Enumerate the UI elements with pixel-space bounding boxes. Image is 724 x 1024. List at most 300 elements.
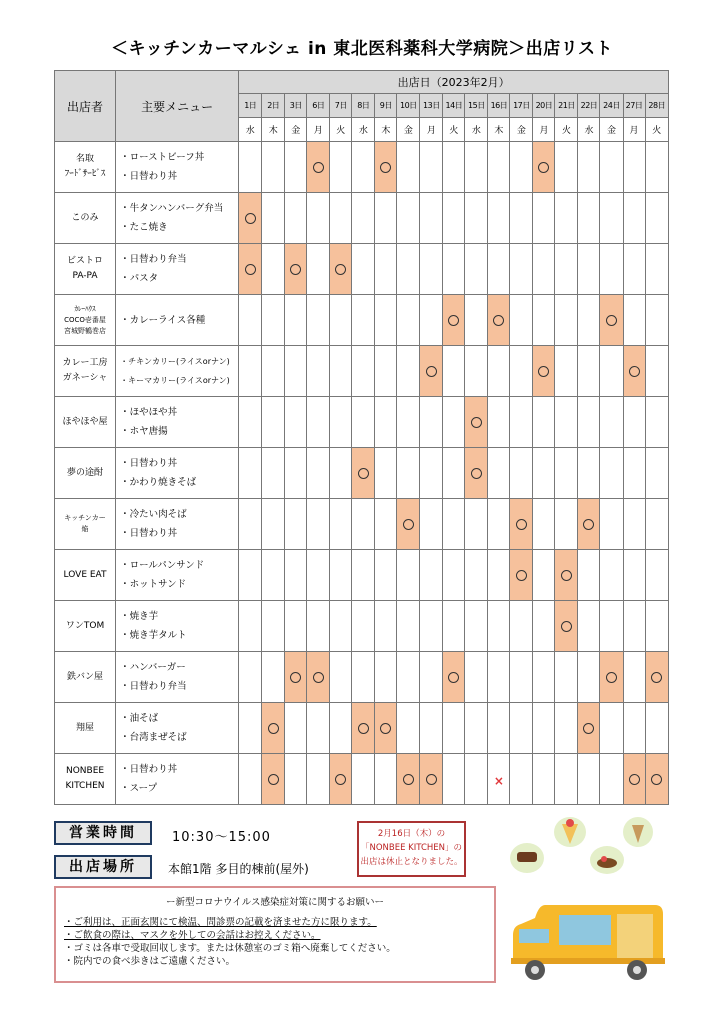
schedule-cell — [465, 142, 488, 193]
open-circle-icon — [471, 417, 482, 428]
schedule-cell — [262, 652, 285, 703]
weekday: 木 — [375, 118, 397, 142]
open-circle-icon — [516, 519, 527, 530]
vendor-name-line: ガネーシャ — [62, 373, 108, 383]
schedule-cell — [578, 193, 600, 244]
schedule-cell — [443, 550, 465, 601]
table-row — [55, 295, 669, 346]
menu-items — [116, 142, 239, 193]
schedule-cell — [443, 448, 465, 499]
day-number: 9日 — [375, 94, 397, 118]
vendor-name-line: ﾌｰﾄﾞｻｰﾋﾞｽ — [64, 169, 106, 179]
covid-rule: ・ご利用は、正面玄関にて検温、問診票の記載を済ませた方に限ります。 — [64, 917, 377, 928]
schedule-cell — [397, 295, 420, 346]
open-circle-icon — [358, 723, 369, 734]
closure-notice — [357, 821, 466, 877]
vendor-name — [55, 142, 116, 193]
schedule-cell — [488, 244, 510, 295]
table-row — [55, 754, 669, 805]
schedule-cell — [397, 499, 420, 550]
open-circle-icon — [516, 570, 527, 581]
day-number: 7日 — [330, 94, 352, 118]
menu-item: ・焼き芋 — [120, 611, 159, 622]
vendor-name — [55, 397, 116, 448]
schedule-cell — [397, 703, 420, 754]
schedule-cell — [623, 754, 645, 805]
day-number: 24日 — [600, 94, 623, 118]
schedule-cell — [443, 346, 465, 397]
schedule-cell — [578, 397, 600, 448]
vendor-name — [55, 244, 116, 295]
day-number: 2日 — [262, 94, 285, 118]
open-circle-icon — [538, 366, 549, 377]
menu-item: ・たこ焼き — [120, 222, 168, 233]
truck-body-icon — [511, 905, 665, 980]
schedule-cell — [330, 448, 352, 499]
schedule-cell — [465, 448, 488, 499]
vendor-name — [55, 295, 116, 346]
schedule-cell — [330, 142, 352, 193]
schedule-cell — [375, 295, 397, 346]
schedule-cell — [330, 754, 352, 805]
vendor-name — [55, 448, 116, 499]
schedule-cell — [510, 550, 533, 601]
schedule-cell — [330, 295, 352, 346]
schedule-cell — [600, 601, 623, 652]
schedule-cell — [352, 346, 375, 397]
schedule-cell — [420, 346, 443, 397]
schedule-cell — [510, 448, 533, 499]
schedule-cell — [239, 142, 262, 193]
schedule-cell — [488, 448, 510, 499]
schedule-cell — [443, 652, 465, 703]
weekday: 水 — [352, 118, 375, 142]
open-circle-icon — [583, 723, 594, 734]
open-circle-icon — [313, 162, 324, 173]
menu-item: ・焼き芋タルト — [120, 630, 187, 641]
schedule-cell — [443, 397, 465, 448]
schedule-cell — [578, 142, 600, 193]
schedule-cell — [465, 244, 488, 295]
schedule-cell — [352, 652, 375, 703]
vendor-name-line: NONBEE — [65, 766, 105, 776]
schedule-cell — [600, 397, 623, 448]
schedule-cell — [510, 193, 533, 244]
vendor-name-line: KITCHEN — [65, 781, 105, 791]
schedule-cell — [239, 499, 262, 550]
weekday: 金 — [600, 118, 623, 142]
schedule-cell — [533, 499, 555, 550]
schedule-cell — [307, 550, 330, 601]
schedule-cell — [623, 652, 645, 703]
schedule-cell — [262, 499, 285, 550]
schedule-cell — [555, 754, 578, 805]
schedule-cell — [330, 499, 352, 550]
open-circle-icon — [538, 162, 549, 173]
menu-item: ・パスタ — [120, 273, 159, 284]
schedule-cell — [397, 142, 420, 193]
schedule-cell — [533, 754, 555, 805]
schedule-cell — [262, 346, 285, 397]
weekday: 金 — [397, 118, 420, 142]
vendor-name-line: ｶﾚｰﾊｳｽ — [74, 304, 96, 313]
schedule-cell — [262, 754, 285, 805]
schedule-cell — [397, 346, 420, 397]
schedule-cell — [443, 703, 465, 754]
schedule-cell — [397, 193, 420, 244]
table-row — [55, 550, 669, 601]
day-number: 28日 — [645, 94, 668, 118]
schedule-cell — [262, 550, 285, 601]
schedule-cell — [645, 652, 668, 703]
menu-item: ・日替わり丼 — [120, 171, 178, 182]
weekday: 木 — [488, 118, 510, 142]
day-number: 15日 — [465, 94, 488, 118]
open-circle-icon — [493, 315, 504, 326]
schedule-cell — [555, 499, 578, 550]
menu-items — [116, 193, 239, 244]
schedule-cell — [239, 754, 262, 805]
schedule-cell — [397, 754, 420, 805]
vendor-name — [55, 193, 116, 244]
day-number: 6日 — [307, 94, 330, 118]
menu-item: ・日替わり弁当 — [120, 254, 187, 265]
menu-item: ・ローストビーフ丼 — [120, 152, 205, 163]
open-circle-icon — [335, 264, 346, 275]
open-circle-icon — [426, 774, 437, 785]
schedule-cell — [645, 703, 668, 754]
schedule-cell — [375, 244, 397, 295]
schedule-cell — [578, 448, 600, 499]
schedule-cell — [352, 295, 375, 346]
open-circle-icon — [561, 570, 572, 581]
schedule-cell — [307, 448, 330, 499]
vendor-name — [55, 652, 116, 703]
schedule-cell — [578, 499, 600, 550]
covid-rule: ・ゴミは各車で受取回収します。または休憩室のゴミ箱へ廃棄してください。 — [64, 943, 396, 954]
schedule-cell — [645, 295, 668, 346]
table-row — [55, 193, 669, 244]
schedule-cell — [420, 244, 443, 295]
vendor-column-header: 出店者 — [55, 71, 116, 142]
schedule-cell — [352, 244, 375, 295]
menu-item: ・日替わり丼 — [120, 528, 178, 539]
schedule-cell — [465, 652, 488, 703]
menu-item: ・ホヤ唐揚 — [120, 426, 168, 437]
day-number: 13日 — [420, 94, 443, 118]
menu-items — [116, 550, 239, 601]
location-label: 出店場所 — [54, 855, 152, 879]
weekday: 水 — [239, 118, 262, 142]
schedule-cell — [397, 550, 420, 601]
schedule-cell — [623, 346, 645, 397]
schedule-cell — [510, 142, 533, 193]
weekday: 火 — [645, 118, 668, 142]
schedule-cell — [307, 346, 330, 397]
schedule-cell — [285, 397, 307, 448]
weekday: 金 — [285, 118, 307, 142]
schedule-cell — [420, 193, 443, 244]
vendor-name — [55, 499, 116, 550]
menu-items — [116, 244, 239, 295]
schedule-cell — [623, 193, 645, 244]
schedule-cell — [285, 652, 307, 703]
schedule-cell — [420, 295, 443, 346]
menu-item: ・台湾まぜそば — [120, 732, 187, 743]
menu-item: ・かわり焼きそば — [120, 477, 197, 488]
dates-title: 出店日（2023年2月） — [239, 71, 669, 94]
page-title: ＜キッチンカーマルシェ in 東北医科薬科大学病院＞出店リスト — [111, 39, 613, 59]
schedule-cell — [352, 397, 375, 448]
schedule-cell — [352, 193, 375, 244]
schedule-cell — [510, 601, 533, 652]
schedule-cell — [307, 703, 330, 754]
schedule-cell — [375, 754, 397, 805]
day-number: 3日 — [285, 94, 307, 118]
open-circle-icon — [448, 672, 459, 683]
open-circle-icon — [380, 162, 391, 173]
schedule-cell — [645, 244, 668, 295]
menu-item: ・ロールパンサンド — [120, 560, 205, 571]
schedule-cell — [578, 754, 600, 805]
open-circle-icon — [268, 774, 279, 785]
schedule-cell — [352, 550, 375, 601]
menu-item: ・カレーライス各種 — [120, 314, 206, 326]
vendor-name-line: 宮城野鶴巻店 — [64, 326, 107, 335]
day-number: 14日 — [443, 94, 465, 118]
schedule-cell — [578, 244, 600, 295]
open-circle-icon — [335, 774, 346, 785]
schedule-cell — [488, 652, 510, 703]
schedule-cell — [330, 397, 352, 448]
menu-item: ・油そば — [120, 713, 159, 724]
schedule-cell — [307, 142, 330, 193]
menu-items — [116, 652, 239, 703]
hours-value: 10:30～15:00 — [172, 830, 271, 845]
schedule-cell — [510, 499, 533, 550]
menu-item: ・冷たい肉そば — [120, 509, 187, 520]
open-circle-icon — [313, 672, 324, 683]
schedule-cell — [239, 295, 262, 346]
schedule-cell — [465, 397, 488, 448]
schedule-cell — [555, 652, 578, 703]
schedule-cell — [262, 397, 285, 448]
schedule-cell — [420, 754, 443, 805]
schedule-cell — [285, 193, 307, 244]
schedule-cell — [578, 295, 600, 346]
table-row — [55, 601, 669, 652]
schedule-cell — [533, 193, 555, 244]
schedule-cell — [488, 193, 510, 244]
schedule-cell — [645, 754, 668, 805]
schedule-cell — [262, 142, 285, 193]
schedule-cell — [578, 346, 600, 397]
schedule-cell — [239, 703, 262, 754]
schedule-cell — [465, 703, 488, 754]
schedule-cell — [307, 601, 330, 652]
schedule-cell — [420, 448, 443, 499]
schedule-cell — [352, 142, 375, 193]
schedule-cell — [488, 601, 510, 652]
schedule-cell — [465, 193, 488, 244]
vendor-name-line: カレー工房 — [62, 358, 108, 368]
menu-item: ・牛タンハンバーグ弁当 — [120, 203, 224, 214]
vendor-name — [55, 346, 116, 397]
schedule-cell — [397, 652, 420, 703]
schedule-cell — [600, 754, 623, 805]
schedule-cell — [307, 499, 330, 550]
open-circle-icon — [290, 264, 301, 275]
weekday: 月 — [420, 118, 443, 142]
menu-items — [116, 397, 239, 448]
open-circle-icon — [606, 672, 617, 683]
vendor-name — [55, 550, 116, 601]
schedule-cell — [533, 448, 555, 499]
menu-items — [116, 601, 239, 652]
schedule-cell — [533, 601, 555, 652]
menu-items — [116, 703, 239, 754]
open-circle-icon — [561, 621, 572, 632]
vendor-name-line: 翔屋 — [76, 722, 95, 733]
weekday: 火 — [443, 118, 465, 142]
open-circle-icon — [403, 519, 414, 530]
schedule-cell — [578, 550, 600, 601]
schedule-cell — [623, 244, 645, 295]
schedule-cell — [533, 397, 555, 448]
covid-notice — [54, 886, 496, 983]
schedule-cell — [375, 652, 397, 703]
open-circle-icon — [245, 264, 256, 275]
schedule-cell — [352, 601, 375, 652]
schedule-cell — [397, 397, 420, 448]
vendor-name — [55, 601, 116, 652]
schedule-cell — [578, 601, 600, 652]
menu-item: ・チキンカリー(ライスorナン) — [120, 357, 230, 366]
day-number: 16日 — [488, 94, 510, 118]
open-circle-icon — [651, 774, 662, 785]
open-circle-icon — [245, 213, 256, 224]
schedule-cell — [600, 652, 623, 703]
vendor-name-line: ほやほや屋 — [62, 416, 108, 427]
schedule-cell — [307, 397, 330, 448]
schedule-cell — [239, 346, 262, 397]
schedule-cell — [578, 703, 600, 754]
schedule-cell — [600, 550, 623, 601]
schedule-cell — [533, 550, 555, 601]
schedule-cell — [420, 652, 443, 703]
schedule-cell — [262, 703, 285, 754]
schedule-cell — [375, 601, 397, 652]
schedule-cell — [239, 193, 262, 244]
vendor-name-line: 名取 — [76, 154, 95, 164]
notice-line: 「NONBEE KITCHEN」の — [360, 843, 462, 853]
schedule-cell — [555, 550, 578, 601]
schedule-cell — [465, 295, 488, 346]
schedule-cell — [262, 244, 285, 295]
day-number: 21日 — [555, 94, 578, 118]
schedule-cell — [375, 499, 397, 550]
schedule-cell — [352, 499, 375, 550]
schedule-cell — [443, 193, 465, 244]
schedule-cell — [239, 244, 262, 295]
table-row — [55, 652, 669, 703]
schedule-cell — [465, 754, 488, 805]
menu-items — [116, 346, 239, 397]
schedule-cell — [488, 550, 510, 601]
schedule-cell — [285, 499, 307, 550]
schedule-cell — [330, 652, 352, 703]
day-number: 20日 — [533, 94, 555, 118]
schedule-cell — [488, 295, 510, 346]
schedule-cell — [600, 142, 623, 193]
notice-line: 出店は休止となりました。 — [360, 857, 463, 867]
schedule-cell — [443, 244, 465, 295]
schedule-cell — [285, 601, 307, 652]
open-circle-icon — [629, 774, 640, 785]
vendor-name-line: 鉄バン屋 — [67, 671, 104, 682]
schedule-cell — [330, 193, 352, 244]
schedule-cell — [285, 142, 307, 193]
schedule-cell — [443, 499, 465, 550]
schedule-cell — [239, 601, 262, 652]
weekday: 月 — [307, 118, 330, 142]
schedule-cell — [375, 142, 397, 193]
schedule-cell — [645, 142, 668, 193]
table-row — [55, 142, 669, 193]
schedule-cell — [239, 397, 262, 448]
schedule-cell — [420, 397, 443, 448]
covid-title: ー新型コロナウイルス感染症対策に関するお願いー — [166, 897, 384, 908]
schedule-cell — [533, 346, 555, 397]
schedule-cell — [420, 601, 443, 652]
schedule-cell — [645, 193, 668, 244]
schedule-cell — [285, 244, 307, 295]
schedule-cell — [533, 244, 555, 295]
schedule-cell — [352, 448, 375, 499]
schedule-cell — [555, 142, 578, 193]
day-number: 1日 — [239, 94, 262, 118]
schedule-cell — [465, 601, 488, 652]
schedule-cell — [465, 550, 488, 601]
day-number: 10日 — [397, 94, 420, 118]
schedule-cell — [533, 142, 555, 193]
day-number: 8日 — [352, 94, 375, 118]
schedule-cell — [623, 499, 645, 550]
schedule-cell — [510, 703, 533, 754]
schedule-cell — [465, 346, 488, 397]
schedule-cell — [600, 193, 623, 244]
schedule-cell — [488, 397, 510, 448]
schedule-cell — [623, 601, 645, 652]
covid-rule: ・ご飲食の際は、マスクを外しての会話はお控えください。 — [64, 930, 321, 941]
vendor-name-line: キッチンカー — [64, 514, 106, 522]
schedule-cell — [533, 703, 555, 754]
schedule-cell — [397, 244, 420, 295]
menu-item: ・ほやほや丼 — [120, 407, 178, 418]
schedule-cell — [375, 550, 397, 601]
schedule-cell — [443, 295, 465, 346]
schedule-cell — [330, 244, 352, 295]
open-circle-icon — [448, 315, 459, 326]
schedule-cell — [645, 499, 668, 550]
schedule-cell — [600, 346, 623, 397]
weekday: 水 — [578, 118, 600, 142]
schedule-cell — [239, 448, 262, 499]
schedule-cell — [262, 601, 285, 652]
weekday: 水 — [465, 118, 488, 142]
schedule-cell — [600, 244, 623, 295]
vendor-name-line: PA-PA — [72, 271, 98, 281]
